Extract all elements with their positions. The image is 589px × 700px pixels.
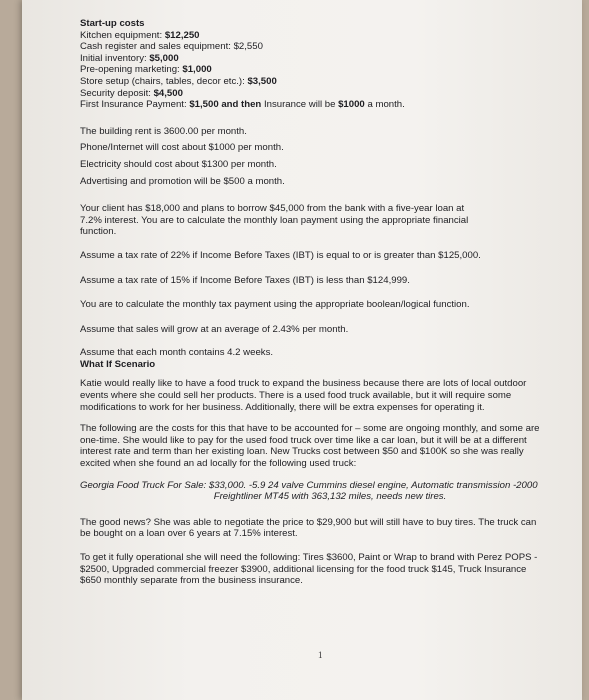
tax-line: Assume a tax rate of 22% if Income Before Taxes (IBT) is equal to or is greater than $125,000. xyxy=(80,249,481,261)
insurance-item: First Insurance Payment: $1,500 and then Insurance will be $1000 a month. xyxy=(80,99,405,111)
tax-line: Assume that sales will grow at an average of 2.43% per month. xyxy=(80,323,349,335)
what-if-paragraph-3: The good news? She was able to negotiate the price to $29,900 but will still have to buy tires. The truck can be bought on a loan over 6 years at 7.15% interest. xyxy=(80,516,537,540)
weeks-assumption: Assume that each month contains 4.2 weeks. xyxy=(80,347,274,359)
startup-costs-section xyxy=(80,18,580,111)
tax-line: You are to calculate the monthly tax payment using the appropriate boolean/logical function. xyxy=(80,299,470,311)
page-number: 1 xyxy=(318,650,323,660)
expense-line: Advertising and promotion will be $500 a month. xyxy=(80,175,285,187)
startup-title: Start-up costs xyxy=(80,18,145,29)
tax-line: Assume a tax rate of 15% if Income Before Taxes (IBT) is less than $124,999. xyxy=(80,274,410,286)
what-if-heading: What If Scenario xyxy=(80,358,156,370)
loan-paragraph: Your client has $18,000 and plans to borrow $45,000 from the bank with a five-year loan at 7.2% interest. You are to calculate the monthly loan payment using the appropriate financial function. xyxy=(80,203,469,238)
startup-item: Security deposit: $4,500 xyxy=(80,87,183,99)
expense-line: The building rent is 3600.00 per month. xyxy=(80,125,247,137)
what-if-paragraph-2: The following are the costs for this that have to be accounted for – some are ongoing monthly, and some are one-time. She would like to pay for the used food truck over time like a car loan, but it will be at a different interest rate and term than her existing loan. New Trucks cost between $50 and $100K so she was really excited when she found an ad locally for the following used truck: xyxy=(80,423,540,470)
startup-item: Kitchen equipment: $12,250 xyxy=(80,29,200,41)
truck-ad: Georgia Food Truck For Sale: $33,000. -5.9 24 valve Cummins diesel engine, Automatic transmission -2000 Freightliner MT45 with 363,132 miles, needs new tires. xyxy=(80,479,538,503)
startup-item: Initial inventory: $5,000 xyxy=(80,52,179,64)
what-if-paragraph-4: To get it fully operational she will need the following: Tires $3600, Paint or Wrap to brand with Perez POPS - $2500, Upgraded commercial freezer $3900, additional licensing for the food truck $145, Truck Insurance $650 monthly separate from the business insurance. xyxy=(80,552,538,587)
startup-item: Cash register and sales equipment: $2,550 xyxy=(80,41,263,53)
expense-line: Electricity should cost about $1300 per month. xyxy=(80,158,277,170)
monthly-expenses-section xyxy=(80,126,580,187)
tax-assumptions xyxy=(80,250,580,335)
startup-item: Store setup (chairs, tables, decor etc.): $3,500 xyxy=(80,75,277,87)
document-page xyxy=(22,0,582,700)
expense-line: Phone/Internet will cost about $1000 per month. xyxy=(80,142,284,154)
weeks-assumption-block xyxy=(80,347,580,370)
document-body xyxy=(80,14,580,587)
startup-item: Pre-opening marketing: $1,000 xyxy=(80,64,212,76)
what-if-paragraph-1: Katie would really like to have a food truck to expand the business because there are lots of local outdoor events where she could sell her products. There is a used food truck available, but it will require some modifications to work for her business. Additionally, there will be extra expenses for operating it. xyxy=(80,378,527,413)
